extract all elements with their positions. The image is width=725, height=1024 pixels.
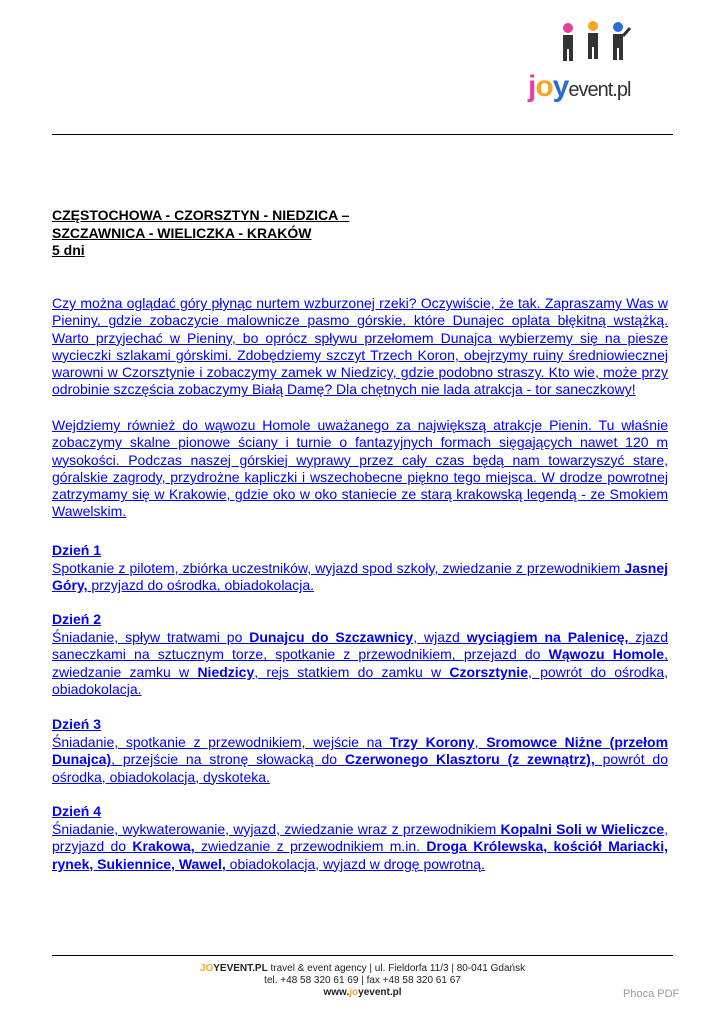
person-figure-pink xyxy=(563,23,573,61)
title-duration: 5 dni xyxy=(52,242,85,258)
day-1-description: Spotkanie z pilotem, zbiórka uczestników, wyjazd spod szkoły, zwiedzanie z przewodnikiem Jasnej Góry, przyjazd do ośrodka, obiadokolacja. xyxy=(52,560,668,594)
header-divider xyxy=(52,134,673,135)
place-jasna-gora: Jasnej Góry, xyxy=(52,560,668,594)
logo-domain: event.pl xyxy=(568,79,631,101)
day-3-heading: Dzień 3 xyxy=(52,716,102,732)
intro-paragraph-1: Czy można oglądać góry płynąc nurtem wzburzonej rzeki? Oczywiście, że tak. Zapraszamy Was w Pieniny, gdzie zobaczycie malownicze pasmo górskie, które Dunajec oplata błękitną wstążką. Warto przyjechać w Pieniny, bo oprócz spływu przełomem Dunajca wybierzemy się na piesze wycieczki szlakami górskimi. Zdobędziemy szczyt Trzech Koron, obejrzymy ruiny średniowiecznej warowni w Czorsztynie i zobaczymy zamek w Niedzicy, gdzie podobno straszy. Kto wie, może przy odrobinie szczęścia zobaczymy Białą Damę? Dla chętnych nie lada atrakcja - tor saneczkowy! xyxy=(52,295,668,398)
footer-address: JOYEVENT.PL travel & event agency | ul. Fieldorfa 11/3 | 80-041 Gdańsk xyxy=(199,963,526,974)
place-homole: Wąwozu Homole xyxy=(548,646,665,663)
person-figure-orange xyxy=(588,21,598,59)
page-title xyxy=(52,207,349,260)
place-czorsztyn: Czorsztynie xyxy=(449,663,528,680)
day-4-description: Śniadanie, wykwaterowanie, wyjazd, zwiedzanie wraz z przewodnikiem Kopalni Soli w Wieliczce, przyjazd do Krakowa, zwiedzanie z przewodnikiem m.in. Droga Królewska, kościół Mariacki, rynek, Sukiennice, Wawel, obiadokolacja, wyjazd w drogę powrotną. xyxy=(52,821,668,872)
place-wieliczka: Kopalni Soli w Wieliczce xyxy=(500,821,665,837)
joyevent-logo-text xyxy=(528,70,630,104)
title-line-1: CZĘSTOCHOWA - CZORSZTYN - NIEDZICA – xyxy=(52,207,350,223)
place-palenica: wyciągiem na Palenicę, xyxy=(466,629,629,645)
place-krakow-sights: Droga Królewska, kościół Mariacki, rynek, Sukiennice, Wawel, xyxy=(52,838,668,872)
logo-letter-o: o xyxy=(535,70,553,103)
day-1-heading: Dzień 1 xyxy=(52,542,102,558)
intro-paragraph-2: Wejdziemy również do wąwozu Homole uważanego za największą atrakcje Pienin. Tu właśnie zobaczymy skalne pionowe ściany i turnie o fantazyjnych formach sięgających nawet 120 m wysokości. Podczas naszej górskiej wyprawy przez cały czas będą nam towarzyszyć stare, góralskie zagrody, przydrożne kapliczki i wszechobecne piękno tego miejsca. W drodze powrotnej zatrzymamy się w Krakowie, gdzie oko w oko staniecie ze starą krakowską legendą - ze Smokiem Wawelskim. xyxy=(52,417,668,520)
place-sromowce: Sromowce Niżne (przełom Dunajca) xyxy=(52,734,669,768)
place-niedzica: Niedzicy xyxy=(197,663,255,680)
place-dunajec: Dunajcu do Szczawnicy xyxy=(249,629,414,645)
logo-letter-y: y xyxy=(552,70,569,103)
place-krakow: Krakowa, xyxy=(132,838,195,855)
phoca-pdf-link[interactable]: Phoca PDF xyxy=(623,988,680,1000)
day-2-heading: Dzień 2 xyxy=(52,611,102,627)
day-2-description: Śniadanie, spływ tratwami po Dunajcu do Szczawnicy, wjazd wyciągiem na Palenicę, zjazd saneczkami na sztucznym torze, spotkanie z przewodnikiem, przejazd do Wąwozu Homole, zwiedzanie zamku w Niedzicy, rejs statkiem do zamku w Czorsztynie, powrót do ośrodka, obiadokolacja. xyxy=(52,629,668,697)
day-4-heading: Dzień 4 xyxy=(52,803,102,819)
person-figure-blue xyxy=(613,22,630,60)
place-trzy-korony: Trzy Korony xyxy=(389,734,475,750)
title-line-2: SZCZAWNICA - WIELICZKA - KRAKÓW xyxy=(52,224,312,241)
day-3-description: Śniadanie, spotkanie z przewodnikiem, wejście na Trzy Korony, Sromowce Niżne (przełom Dunajca), przejście na stronę słowacką do Czerwonego Klasztoru (z zewnątrz), powrót do ośrodka, obiadokolacja, dyskoteka. xyxy=(52,734,669,785)
footer-phone: tel. +48 58 320 61 69 | fax +48 58 320 61 67 xyxy=(264,975,461,986)
logo-letter-j: j xyxy=(528,70,536,103)
footer-website[interactable]: www.joyevent.pl xyxy=(323,987,402,998)
place-czerwony-klasztor: Czerwonego Klasztoru (z zewnątrz), xyxy=(344,751,595,768)
footer-divider xyxy=(52,955,673,956)
